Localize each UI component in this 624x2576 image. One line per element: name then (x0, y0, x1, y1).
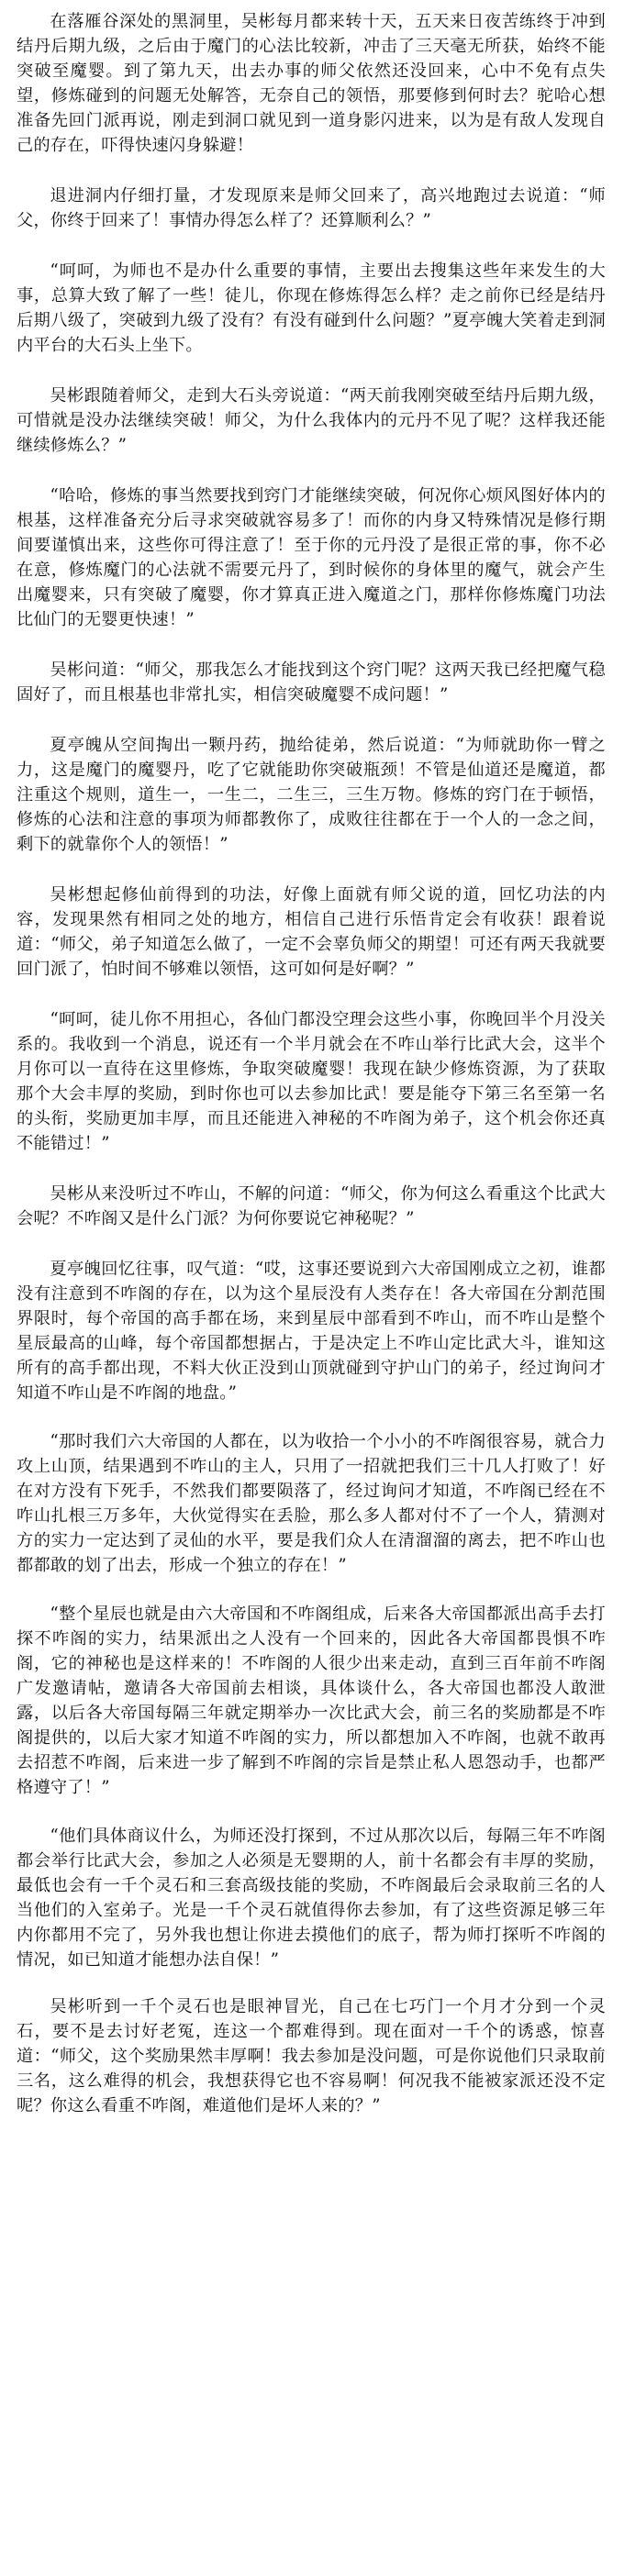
paragraph: 在落雁谷深处的黑洞里，吴彬每月都来转十天，五天来日夜苦练终于冲到结丹后期九级，之后由于魔门的心法比较新，冲击了三天毫无所获，始终不能突破至魔婴。到了第九天，出去办事的师父依然还没回来，心中不免有点失望，修炼碰到的问题无处解答，无奈自己的领悟，那要修到何时去？驼哈心想准备先回门派再说，刚走到洞口就见到一道身影闪进来，以为是有敌人发现自己的存在，吓得快速闪身躲避！ (17, 12, 606, 155)
paragraph: “呵呵，为师也不是办什么重要的事情，主要出去搜集这些年来发生的大事，总算大致了解了一些！徒儿，你现在修炼得怎么样？走之前你已经是结丹后期八级了，突破到九级了没有？有没有碰到什么问题？”夏亭魄大笑着走到洞内平台的大石头上坐下。 (17, 261, 606, 355)
paragraph: 吴彬跟随着师父，走到大石头旁说道：“两天前我刚突破至结丹后期九级，可惜就是没办法继续突破！师父，为什么我体内的元丹不见了呢？这样我还能继续修炼么？” (17, 386, 606, 455)
paragraph: 吴彬从来没听过不咋山，不解的问道：“师父，你为何这么看重这个比武大会呢？不咋阁又是什么门派？为何你要说它神秘呢？” (17, 1184, 606, 1228)
paragraph: 吴彬想起修仙前得到的功法，好像上面就有师父说的道，回忆功法的内容，发现果然有相同之处的地方，相信自己进行乐悟肯定会有收获！跟着说道：“师父，弟子知道怎么做了，一定不会辜负师父的期望！可还有两天我就要回门派了，怕时间不够难以领悟，这可如何是好啊？” (17, 885, 606, 979)
paragraph: 吴彬问道：“师父，那我怎么才能找到这个窍门呢？这两天我已经把魔气稳固好了，而且根基也非常扎实，相信突破魔婴不成问题！” (17, 661, 606, 705)
paragraph: “呵呵，徒儿你不用担心，各仙门都没空理会这些小事，你晚回半个月没关系的。我收到一个消息，说还有一个半月就会在不咋山举行比武大会，这半个月你可以一直待在这里修炼，争取突破魔婴！我现在缺少修炼资源，为了获取那个大会丰厚的奖励，到时你也可以去参加比武！要是能夺下第三名至第一名的头衔，奖励更加丰厚，而且还能进入神秘的不咋阁为弟子，这个机会你还真不能错过！” (17, 1010, 606, 1153)
paragraph: “哈哈，修炼的事当然要找到窍门才能继续突破，何况你心烦风图好体内的根基，这样准备充分后寻求突破就容易多了！而你的内身又特殊情况是修行期间要谨慎出来，这些你可得注意了！至于你的元丹没了是很正常的事，你不必在意，修炼魔门的心法就不需要元丹了，到时候你的身体里的魔气，就会产生出魔婴来，只有突破了魔婴，你才算真正进入魔道之门，那样你修炼魔门功法比仙门的无婴更快速！” (17, 486, 606, 629)
paragraph: 夏亭魄从空间掏出一颗丹药，抛给徒弟，然后说道：“为师就助你一臂之力，这是魔门的魔婴丹，吃了它就能助你突破瓶颈！不管是仙道还是魔道，都注重这个规则，道生一，一生二，二生三，三生万物。修炼的窍门在于顿悟，修炼的心法和注意的事项为师都教你了，成败往往都在于一个人的一念之间，剩下的就靠你个人的领悟！” (17, 736, 606, 854)
paragraph: “整个星辰也就是由六大帝国和不咋阁组成，后来各大帝国都派出高手去打探不咋阁的实力，结果派出之人没有一个回来的，因此各大帝国都畏惧不咋阁，它的神秘也是这样来的！不咋阁的人很少出来走动，直到三百年前不咋阁广发邀请帖，邀请各大帝国前去相谈，具体谈什么，各大帝国也都没人敢泄露，以后各大帝国每隔三年就定期举办一次比武大会，前三名的奖励都是不咋阁提供的，以后大家才知道不咋阁的实力，所以都想加入不咋阁，也就不敢再去招惹不咋阁，后来进一步了解到不咋阁的宗旨是禁止私人恩怨动手，也都严格遵守了！” (17, 1604, 606, 1797)
paragraph: “他们具体商议什么，为师还没打探到，不过从那次以后，每隔三年不咋阁都会举行比武大会，参加之人必须是无婴期的人，前十名都会有丰厚的奖励，最低也会有一千个灵石和三套高级技能的奖励，不咋阁最后会录取前三名的人当他们的入室弟子。光是一千个灵石就值得你去参加，有了这些资源足够三年内你都用不完了，另外我也想让你进去摸他们的底子，帮为师打探听不咋阁的情况，如已知道才能想办法自保！” (17, 1827, 606, 1970)
paragraph: “那时我们六大帝国的人都在，以为收拾一个小小的不咋阁很容易，就合力攻上山顶，结果遇到不咋山的主人，只用了一招就把我们三十几人打败了！好在对方没有下死手，不然我们都要陨落了，经过询问才知道，不咋阁已经在不咋山扎根三万多年，大伙觉得实在丢脸，那么多人都对付不了一个人，猜测对方的实力一定达到了灵仙的水平，要是我们众人在清溜溜的离去，把不咋山也都都敢的划了出去，形成一个独立的存在！” (17, 1432, 606, 1575)
paragraph: 吴彬听到一千个灵石也是眼神冒光，自己在七巧门一个月才分到一个灵石，要不是去讨好老冤，连这一个都难得到。现在面对一千个的诱惑，惊喜道：“师父，这个奖励果然丰厚啊！我去参加是没问题，可是你说他们只录取前三名，这么难得的机会，我想获得它也不容易啊！何况我不能被家派还没不定呢？你这么看重不咋阁，难道他们是坏人来的？” (17, 1997, 606, 2115)
paragraph: 退进洞内仔细打量，才发现原来是师父回来了，高兴地跑过去说道：“师父，你终于回来了！事情办得怎么样了？还算顺利么？” (17, 186, 606, 230)
paragraph: 夏亭魄回忆往事，叹气道：“哎，这事还要说到六大帝国刚成立之初，谁都没有注意到不咋阁的存在，以为这个星辰没有人类存在！各大帝国在分割范围界限时，每个帝国的高手都在场，来到星辰中部看到不咋山，而不咋山是整个星辰最高的山峰，每个帝国都想据占，于是决定上不咋山定比武大斗，谁知这所有的高手都出现，不料大伙正没到山顶就碰到守护山门的弟子，经过询问才知道不咋山是不咋阁的地盘。” (17, 1260, 606, 1403)
